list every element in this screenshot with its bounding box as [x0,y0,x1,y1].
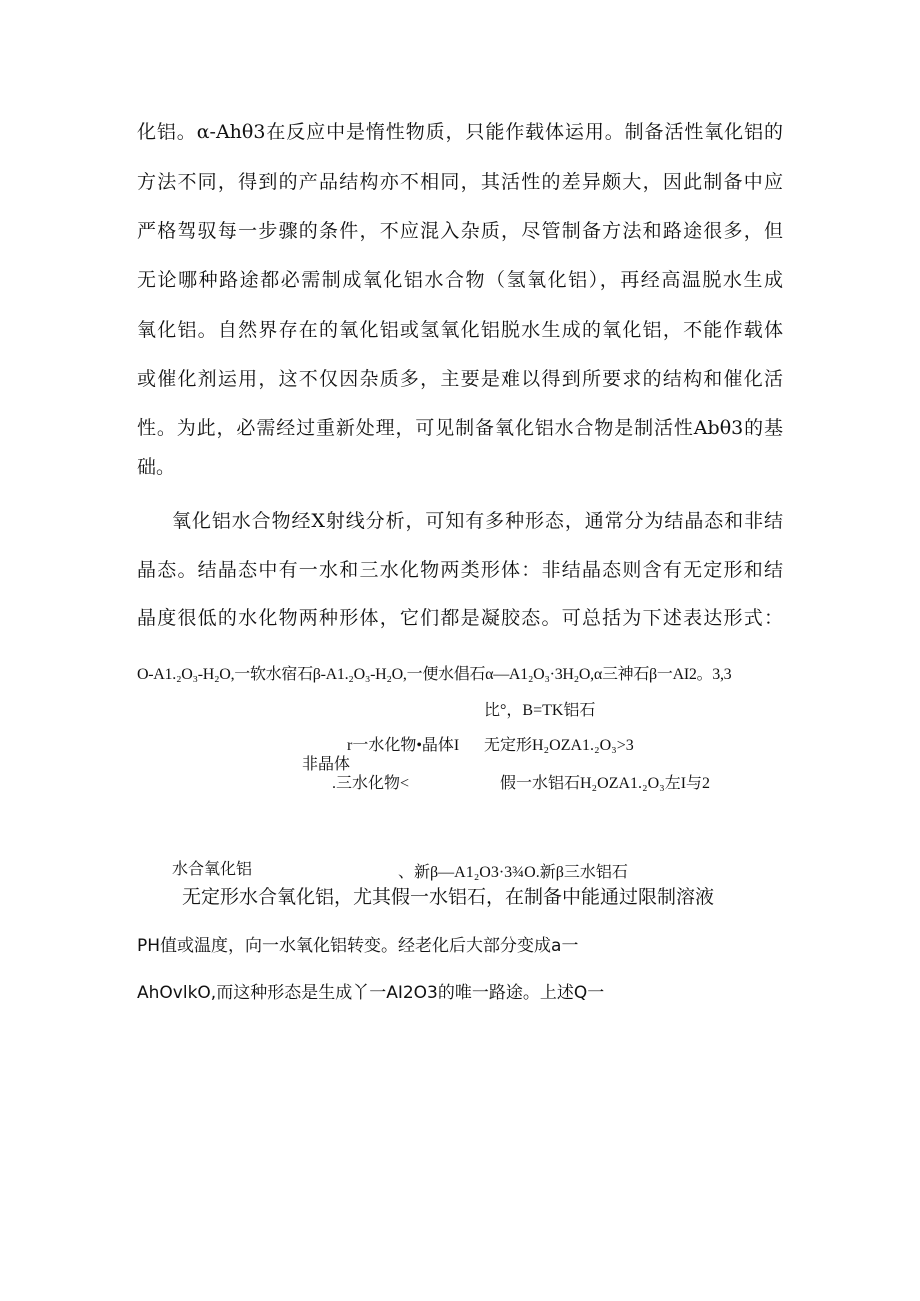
amorphous-formula: 无定形H₂OZA1.₂O₃>3 [484,737,634,754]
text-line: 性。为此，必需经过重新处理，可见制备氧化铝水合物是制活性Abθ3的基 [137,417,783,439]
hydrated-alumina-label: 水合氧化铝 [172,859,253,878]
text-line: 严格驾驭每一步骤的条件，不应混入杂质，尽管制备方法和路途很多，但 [137,220,783,242]
text-line: PH值或温度，向一水氧化铝转变。经老化后大部分变成a一 [137,936,579,956]
text-line: 化铝。α-Ahθ3在反应中是惰性物质，只能作载体运用。制备活性氧化铝的 [137,121,783,143]
text-line: 氧化铝。自然界存在的氧化铝或氢氧化铝脱水生成的氧化铝，不能作载体 [137,319,783,341]
text-line: 氧化铝水合物经X射线分析，可知有多种形态，通常分为结晶态和非结 [172,510,783,532]
text-line: 晶度很低的水化物两种形体，它们都是凝胶态。可总括为下述表达形式： [137,607,783,629]
text-line: AhOvlkO,而这种形态是生成丫一AI2O3的唯一路途。上述Q一 [137,983,605,1003]
trihydrate-label: .三水化物< [332,775,410,792]
text-line: 或催化剂运用，这不仅因杂质多，主要是难以得到所要求的结构和催化活 [137,368,783,390]
text-line: 方法不同，得到的产品结构亦不相同，其活性的差异颇大，因此制备中应 [137,171,783,193]
text-line: 础。 [137,456,176,478]
new-beta-formula: 、新β—A1₂O3·3¾O.新β三水铝石 [398,864,628,881]
pseudo-boehmite-formula: 假一水铝石H₂OZA1.₂O₃左I与2 [500,775,711,792]
text-line: 晶态。结晶态中有一水和三水化物两类形体：非结晶态则含有无定形和结 [137,559,783,581]
monohydrate-label: r一水化物•晶体I [347,737,460,754]
non-crystal-label: 非晶体 [302,754,351,773]
text-line: 无论哪种路途都必需制成氧化铝水合物（氢氧化铝），再经高温脱水生成 [137,269,783,291]
formula-line: O-A1.₂O₃-H₂O,一软水宿石β-A1.₂O₃-H₂O,一便水倡石α—A1₂O₃·3H₂O,α三神石β一AI2。3,3 [137,666,732,683]
formula-line: 比°，B=TK铝石 [484,702,596,719]
text-line: 无定形水合氧化铝，尤其假一水铝石，在制备中能通过限制溶液 [182,886,715,908]
